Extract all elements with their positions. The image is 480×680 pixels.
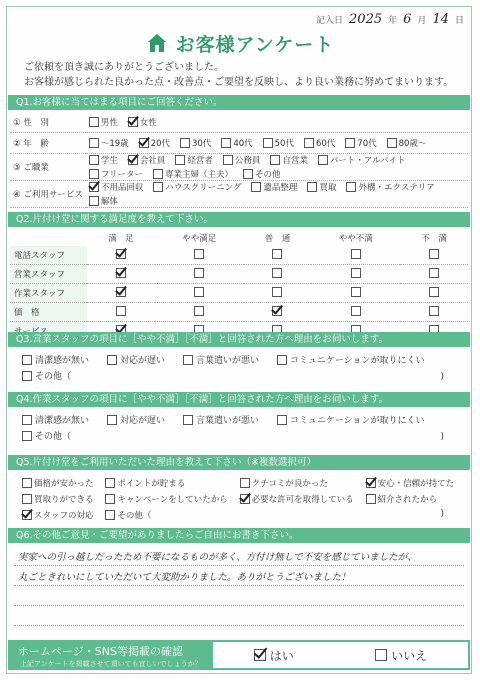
q2-cell xyxy=(244,265,312,284)
option-label: 不用品回収 xyxy=(100,183,144,193)
option-label: その他 xyxy=(255,170,281,180)
q2-checkbox[interactable] xyxy=(116,249,126,259)
q1-row xyxy=(10,154,468,181)
checkbox[interactable] xyxy=(22,355,32,365)
page-header xyxy=(0,28,480,58)
checkbox[interactable] xyxy=(346,182,356,192)
q1-option[interactable] xyxy=(223,154,261,166)
option-label: 50代 xyxy=(274,139,294,149)
q2-cell xyxy=(155,284,244,303)
q2-cell xyxy=(87,284,155,303)
q3-option[interactable] xyxy=(22,369,71,382)
consent-title: ホームページ・SNS等掲載の確認 xyxy=(18,645,183,658)
q1-option[interactable] xyxy=(89,154,118,166)
q1-row xyxy=(10,112,468,133)
checkbox[interactable] xyxy=(105,494,115,504)
option-label: 外構・エクステリア xyxy=(358,183,435,193)
q1-option[interactable] xyxy=(387,137,427,149)
option-label: 20代 xyxy=(150,139,170,149)
q2-cell xyxy=(87,246,155,265)
date-field xyxy=(316,12,464,27)
checkbox[interactable] xyxy=(175,155,185,165)
option-label: フリーター xyxy=(100,170,143,180)
q1-option[interactable] xyxy=(153,168,233,180)
checkbox[interactable] xyxy=(240,478,250,488)
option-label: 買取りができる xyxy=(34,495,94,505)
option-label: 60代 xyxy=(315,139,336,149)
option-label: 40代 xyxy=(233,139,253,149)
consent-no-label: いいえ xyxy=(391,648,428,663)
q2-cell xyxy=(87,303,155,322)
q2-column-header: やや不満 xyxy=(338,234,373,244)
option-label: コミュニケーションが取りにくい xyxy=(290,356,425,366)
option-label: 専業主婦（主夫） xyxy=(165,170,234,180)
intro-line: お客様が感じられた良かった点・改善点・ご要望を反映し、より良い業務に努めてまいります。 xyxy=(24,77,454,88)
q1-row-options xyxy=(86,181,468,208)
q1-option[interactable] xyxy=(243,168,281,180)
q3-option[interactable] xyxy=(183,353,259,366)
q2-cell xyxy=(244,284,312,303)
checkbox[interactable] xyxy=(107,415,117,425)
option-label: 経営者 xyxy=(187,156,213,166)
q1-option[interactable] xyxy=(251,181,297,193)
option-label: クチコミが良かった xyxy=(251,479,328,489)
option-label: 80歳～ xyxy=(398,139,427,149)
consent-no-option[interactable] xyxy=(375,647,427,664)
q1-option[interactable] xyxy=(221,137,252,149)
q1-option[interactable] xyxy=(345,137,376,149)
q1-option[interactable] xyxy=(89,181,144,193)
checkbox[interactable] xyxy=(243,169,253,179)
checkbox[interactable] xyxy=(128,117,138,127)
q1-row-label: ② 年 齢 xyxy=(10,133,86,154)
checkbox[interactable] xyxy=(89,169,99,179)
option-label: 男性 xyxy=(100,118,118,128)
option-label: 価格が安かった xyxy=(34,479,94,489)
q2-heading: Q2.片付け堂に関する満足度を教えて下さい。 xyxy=(8,212,470,227)
checkbox[interactable] xyxy=(366,478,376,488)
checkbox[interactable] xyxy=(366,494,376,504)
checkbox[interactable] xyxy=(270,155,280,165)
month-unit: 月 xyxy=(417,16,427,26)
option-label: 女性 xyxy=(139,118,157,128)
q1-option[interactable] xyxy=(153,181,241,193)
checkbox[interactable] xyxy=(221,138,231,148)
q2-cell xyxy=(400,265,468,284)
q2-column-header: 不 満 xyxy=(421,234,447,244)
q2-cell xyxy=(311,303,400,322)
option-label: 清潔感が無い xyxy=(35,416,90,426)
q1-row-label: ③ ご職業 xyxy=(10,154,86,181)
q2-checkbox[interactable] xyxy=(272,268,282,278)
q3-heading: Q3.営業スタッフの項目に［やや不満］［不満］と回答された方へ理由をお伺いします。 xyxy=(8,332,470,347)
q4-option[interactable] xyxy=(183,413,259,426)
q1-option[interactable] xyxy=(175,154,213,166)
checkbox[interactable] xyxy=(277,415,287,425)
q2-checkbox[interactable] xyxy=(194,268,204,278)
checkbox[interactable] xyxy=(22,371,32,381)
year-unit: 年 xyxy=(388,16,398,26)
q1-row xyxy=(10,181,468,208)
option-label: その他（ xyxy=(35,432,72,442)
checkbox[interactable] xyxy=(107,355,117,365)
option-label: 公務員 xyxy=(234,156,261,166)
consent-yes-checkbox[interactable] xyxy=(254,649,266,661)
q4-heading: Q4.作業スタッフの項目に［やや不満］［不満］と回答された方へ理由をお伺いします。 xyxy=(8,392,470,407)
option-label: 言葉遣いが悪い xyxy=(196,416,260,426)
option-group xyxy=(89,116,465,128)
option-label: 清潔感が無い xyxy=(35,356,90,366)
option-label: 安心・信頼が持てた xyxy=(377,479,455,489)
q2-checkbox[interactable] xyxy=(351,287,361,297)
comment-line xyxy=(14,606,464,626)
q5-close-paren: ) xyxy=(440,509,444,519)
intro-line: ご依頼を頂き誠にありがとうございました。 xyxy=(24,62,224,73)
option-label: パート・アルバイト xyxy=(329,156,406,166)
date-prefix: 記入日 xyxy=(316,16,344,26)
q3-options xyxy=(22,353,462,382)
q2-cell xyxy=(311,265,400,284)
q1-option[interactable] xyxy=(307,181,336,193)
checkbox[interactable] xyxy=(22,431,32,441)
q4-option[interactable] xyxy=(107,413,165,426)
intro-text xyxy=(24,60,453,90)
q2-checkbox[interactable] xyxy=(351,249,361,259)
q1-table xyxy=(10,112,468,208)
option-label: その他（ xyxy=(35,372,72,382)
q1-option[interactable] xyxy=(180,137,211,149)
option-label: ハウスクリーニング xyxy=(165,183,242,193)
q2-corner xyxy=(10,230,87,246)
day-unit: 日 xyxy=(454,16,464,26)
q1-row-options xyxy=(86,133,468,154)
consent-subtitle: 上記アンケートを掲載させて頂いても宜しいでしょうか？ xyxy=(20,660,202,668)
q5-heading: Q5.片付け堂をご利用いただいた理由を教えて下さい（※複数選択可） xyxy=(8,455,470,470)
q2-row xyxy=(10,303,468,322)
checkbox[interactable] xyxy=(105,510,115,520)
checkbox[interactable] xyxy=(128,155,138,165)
q1-option[interactable] xyxy=(270,154,308,166)
q2-cell xyxy=(155,303,244,322)
consent-no-checkbox[interactable] xyxy=(375,649,387,661)
q2-checkbox[interactable] xyxy=(429,249,439,259)
q2-checkbox[interactable] xyxy=(429,268,439,278)
q2-checkbox[interactable] xyxy=(116,268,126,278)
q2-column-header: やや満足 xyxy=(182,234,217,244)
checkbox[interactable] xyxy=(22,510,32,520)
q5-option[interactable] xyxy=(22,509,101,521)
q2-checkbox[interactable] xyxy=(116,287,126,297)
q1-option[interactable] xyxy=(263,137,294,149)
q5-option[interactable] xyxy=(22,477,101,489)
option-label: 学生 xyxy=(100,156,118,166)
q2-checkbox[interactable] xyxy=(429,287,439,297)
date-year[interactable]: 2025 xyxy=(349,12,383,27)
q2-checkbox[interactable] xyxy=(116,306,126,316)
q5-option[interactable] xyxy=(240,477,362,489)
q2-row-label: 電話スタッフ xyxy=(10,246,87,265)
q2-cell xyxy=(87,265,155,284)
q2-cell xyxy=(400,284,468,303)
checkbox[interactable] xyxy=(89,117,99,127)
option-group xyxy=(89,137,465,149)
checkbox[interactable] xyxy=(387,138,397,148)
q3-close-paren: ) xyxy=(440,372,444,382)
checkbox[interactable] xyxy=(318,155,328,165)
checkbox[interactable] xyxy=(153,182,163,192)
q2-checkbox[interactable] xyxy=(272,287,282,297)
q1-option[interactable] xyxy=(128,116,157,128)
checkbox[interactable] xyxy=(22,415,32,425)
q2-row xyxy=(10,265,468,284)
q2-row xyxy=(10,284,468,303)
q1-option[interactable] xyxy=(139,137,170,149)
checkbox[interactable] xyxy=(304,138,314,148)
q2-row xyxy=(10,246,468,265)
q5-options xyxy=(22,477,462,521)
date-day[interactable]: 14 xyxy=(432,12,449,27)
option-label: スタッフの対応 xyxy=(34,511,94,521)
checkbox[interactable] xyxy=(240,494,250,504)
option-label: 紹介されたから xyxy=(377,495,438,505)
checkbox[interactable] xyxy=(139,138,149,148)
q5-option[interactable] xyxy=(105,493,235,505)
q2-row-label: 価 格 xyxy=(10,303,87,322)
q2-checkbox[interactable] xyxy=(351,306,361,316)
checkbox[interactable] xyxy=(89,182,99,192)
q1-option[interactable] xyxy=(89,168,143,180)
q1-option[interactable] xyxy=(128,154,166,166)
checkbox[interactable] xyxy=(183,415,193,425)
q2-satisfaction-table xyxy=(10,230,468,341)
consent-yes-label: はい xyxy=(269,648,294,663)
q6-heading: Q6.その他ご意見・ご要望がありましたらご自由にお書き下さい。 xyxy=(8,528,470,543)
q1-option[interactable] xyxy=(304,137,335,149)
q1-row xyxy=(10,133,468,154)
q2-cell xyxy=(244,303,312,322)
checkbox[interactable] xyxy=(277,355,287,365)
consent-choices xyxy=(213,642,468,668)
option-label: 買取 xyxy=(319,183,337,193)
q2-cell xyxy=(244,246,312,265)
q1-row-options xyxy=(86,154,468,181)
comment-text: 実家への引っ越しだったため不要になるものが多く、方付け無しで不安を感じていましたが、 xyxy=(18,552,417,563)
comment-line xyxy=(14,566,464,586)
q2-cell xyxy=(311,284,400,303)
q1-option[interactable] xyxy=(89,195,118,207)
q2-cell xyxy=(155,246,244,265)
q1-heading: Q1.お客様に当てはまる項目にご回答ください。 xyxy=(8,95,470,110)
q5-option[interactable] xyxy=(105,509,235,521)
q4-option[interactable] xyxy=(22,413,89,426)
checkbox[interactable] xyxy=(223,155,233,165)
q2-checkbox[interactable] xyxy=(194,306,204,316)
option-label: 必要な許可を取得している xyxy=(251,495,354,505)
option-label: 言葉遣いが悪い xyxy=(196,356,260,366)
option-label: 対応が遅い xyxy=(120,356,166,366)
q1-row-label: ① 性 別 xyxy=(10,112,86,133)
q1-row-label: ④ ご利用サービス xyxy=(10,181,86,208)
option-label: その他（ xyxy=(117,511,152,521)
q4-option[interactable] xyxy=(277,413,424,426)
q1-option[interactable] xyxy=(318,154,406,166)
q4-close-paren: ) xyxy=(440,432,444,442)
option-label: 会社員 xyxy=(139,156,166,166)
q2-checkbox[interactable] xyxy=(429,306,439,316)
option-label: キャンペーンをしていたから xyxy=(117,495,228,505)
q2-cell xyxy=(400,246,468,265)
option-label: 70代 xyxy=(357,139,377,149)
checkbox[interactable] xyxy=(153,169,163,179)
q3-option[interactable] xyxy=(22,353,89,366)
option-label: ～19歳 xyxy=(100,139,129,149)
option-label: 30代 xyxy=(191,139,212,149)
q2-cell xyxy=(155,265,244,284)
q2-column-header: 普 通 xyxy=(264,234,291,244)
date-month[interactable]: 6 xyxy=(403,12,412,27)
q6-comment-area[interactable] xyxy=(14,546,464,646)
q5-option[interactable] xyxy=(22,493,101,505)
option-group xyxy=(89,154,465,180)
page-title: お客様アンケート xyxy=(175,33,335,56)
comment-line xyxy=(14,546,464,566)
option-label: 対応が遅い xyxy=(120,416,166,426)
consent-yes-option[interactable] xyxy=(254,647,294,664)
checkbox[interactable] xyxy=(89,196,99,206)
q2-checkbox[interactable] xyxy=(272,249,282,259)
q4-option[interactable] xyxy=(22,429,71,442)
checkbox[interactable] xyxy=(89,138,99,148)
q5-option[interactable] xyxy=(105,477,235,489)
q5-option[interactable] xyxy=(366,477,462,489)
checkbox[interactable] xyxy=(251,182,261,192)
q1-option[interactable] xyxy=(89,116,118,128)
comment-line xyxy=(14,586,464,606)
q1-option[interactable] xyxy=(89,137,129,149)
option-label: 遺品整理 xyxy=(263,183,298,193)
q5-option[interactable] xyxy=(240,493,362,505)
q5-option[interactable] xyxy=(366,493,462,505)
checkbox[interactable] xyxy=(307,182,317,192)
q2-cell xyxy=(400,303,468,322)
publish-consent xyxy=(8,640,470,670)
q1-row-options xyxy=(86,112,468,133)
q2-checkbox[interactable] xyxy=(351,268,361,278)
q2-checkbox[interactable] xyxy=(272,306,282,316)
q2-cell xyxy=(311,246,400,265)
checkbox[interactable] xyxy=(183,355,193,365)
checkbox[interactable] xyxy=(22,478,32,488)
house-icon xyxy=(146,32,168,54)
q2-row-label: 作業スタッフ xyxy=(10,284,87,303)
q1-option[interactable] xyxy=(346,181,434,193)
comment-text: 丸ごときれいにしていただいて大変助かりました。ありがとうございました！ xyxy=(18,572,351,583)
checkbox[interactable] xyxy=(180,138,190,148)
q2-column-header: 満 足 xyxy=(108,234,134,244)
q2-row-label: 営業スタッフ xyxy=(10,265,87,284)
checkbox[interactable] xyxy=(105,478,115,488)
checkbox[interactable] xyxy=(345,138,355,148)
checkbox[interactable] xyxy=(22,494,32,504)
q2-checkbox[interactable] xyxy=(194,287,204,297)
q3-option[interactable] xyxy=(277,353,424,366)
option-group xyxy=(89,181,465,207)
checkbox[interactable] xyxy=(89,155,99,165)
q4-options xyxy=(22,413,462,442)
option-label: コミュニケーションが取りにくい xyxy=(290,416,425,426)
option-label: 解体 xyxy=(100,197,118,207)
option-label: 自営業 xyxy=(282,156,308,166)
q3-option[interactable] xyxy=(107,353,165,366)
checkbox[interactable] xyxy=(263,138,273,148)
option-label: ポイントが貯まる xyxy=(117,479,186,489)
q2-header-row xyxy=(10,230,468,246)
q2-checkbox[interactable] xyxy=(194,249,204,259)
